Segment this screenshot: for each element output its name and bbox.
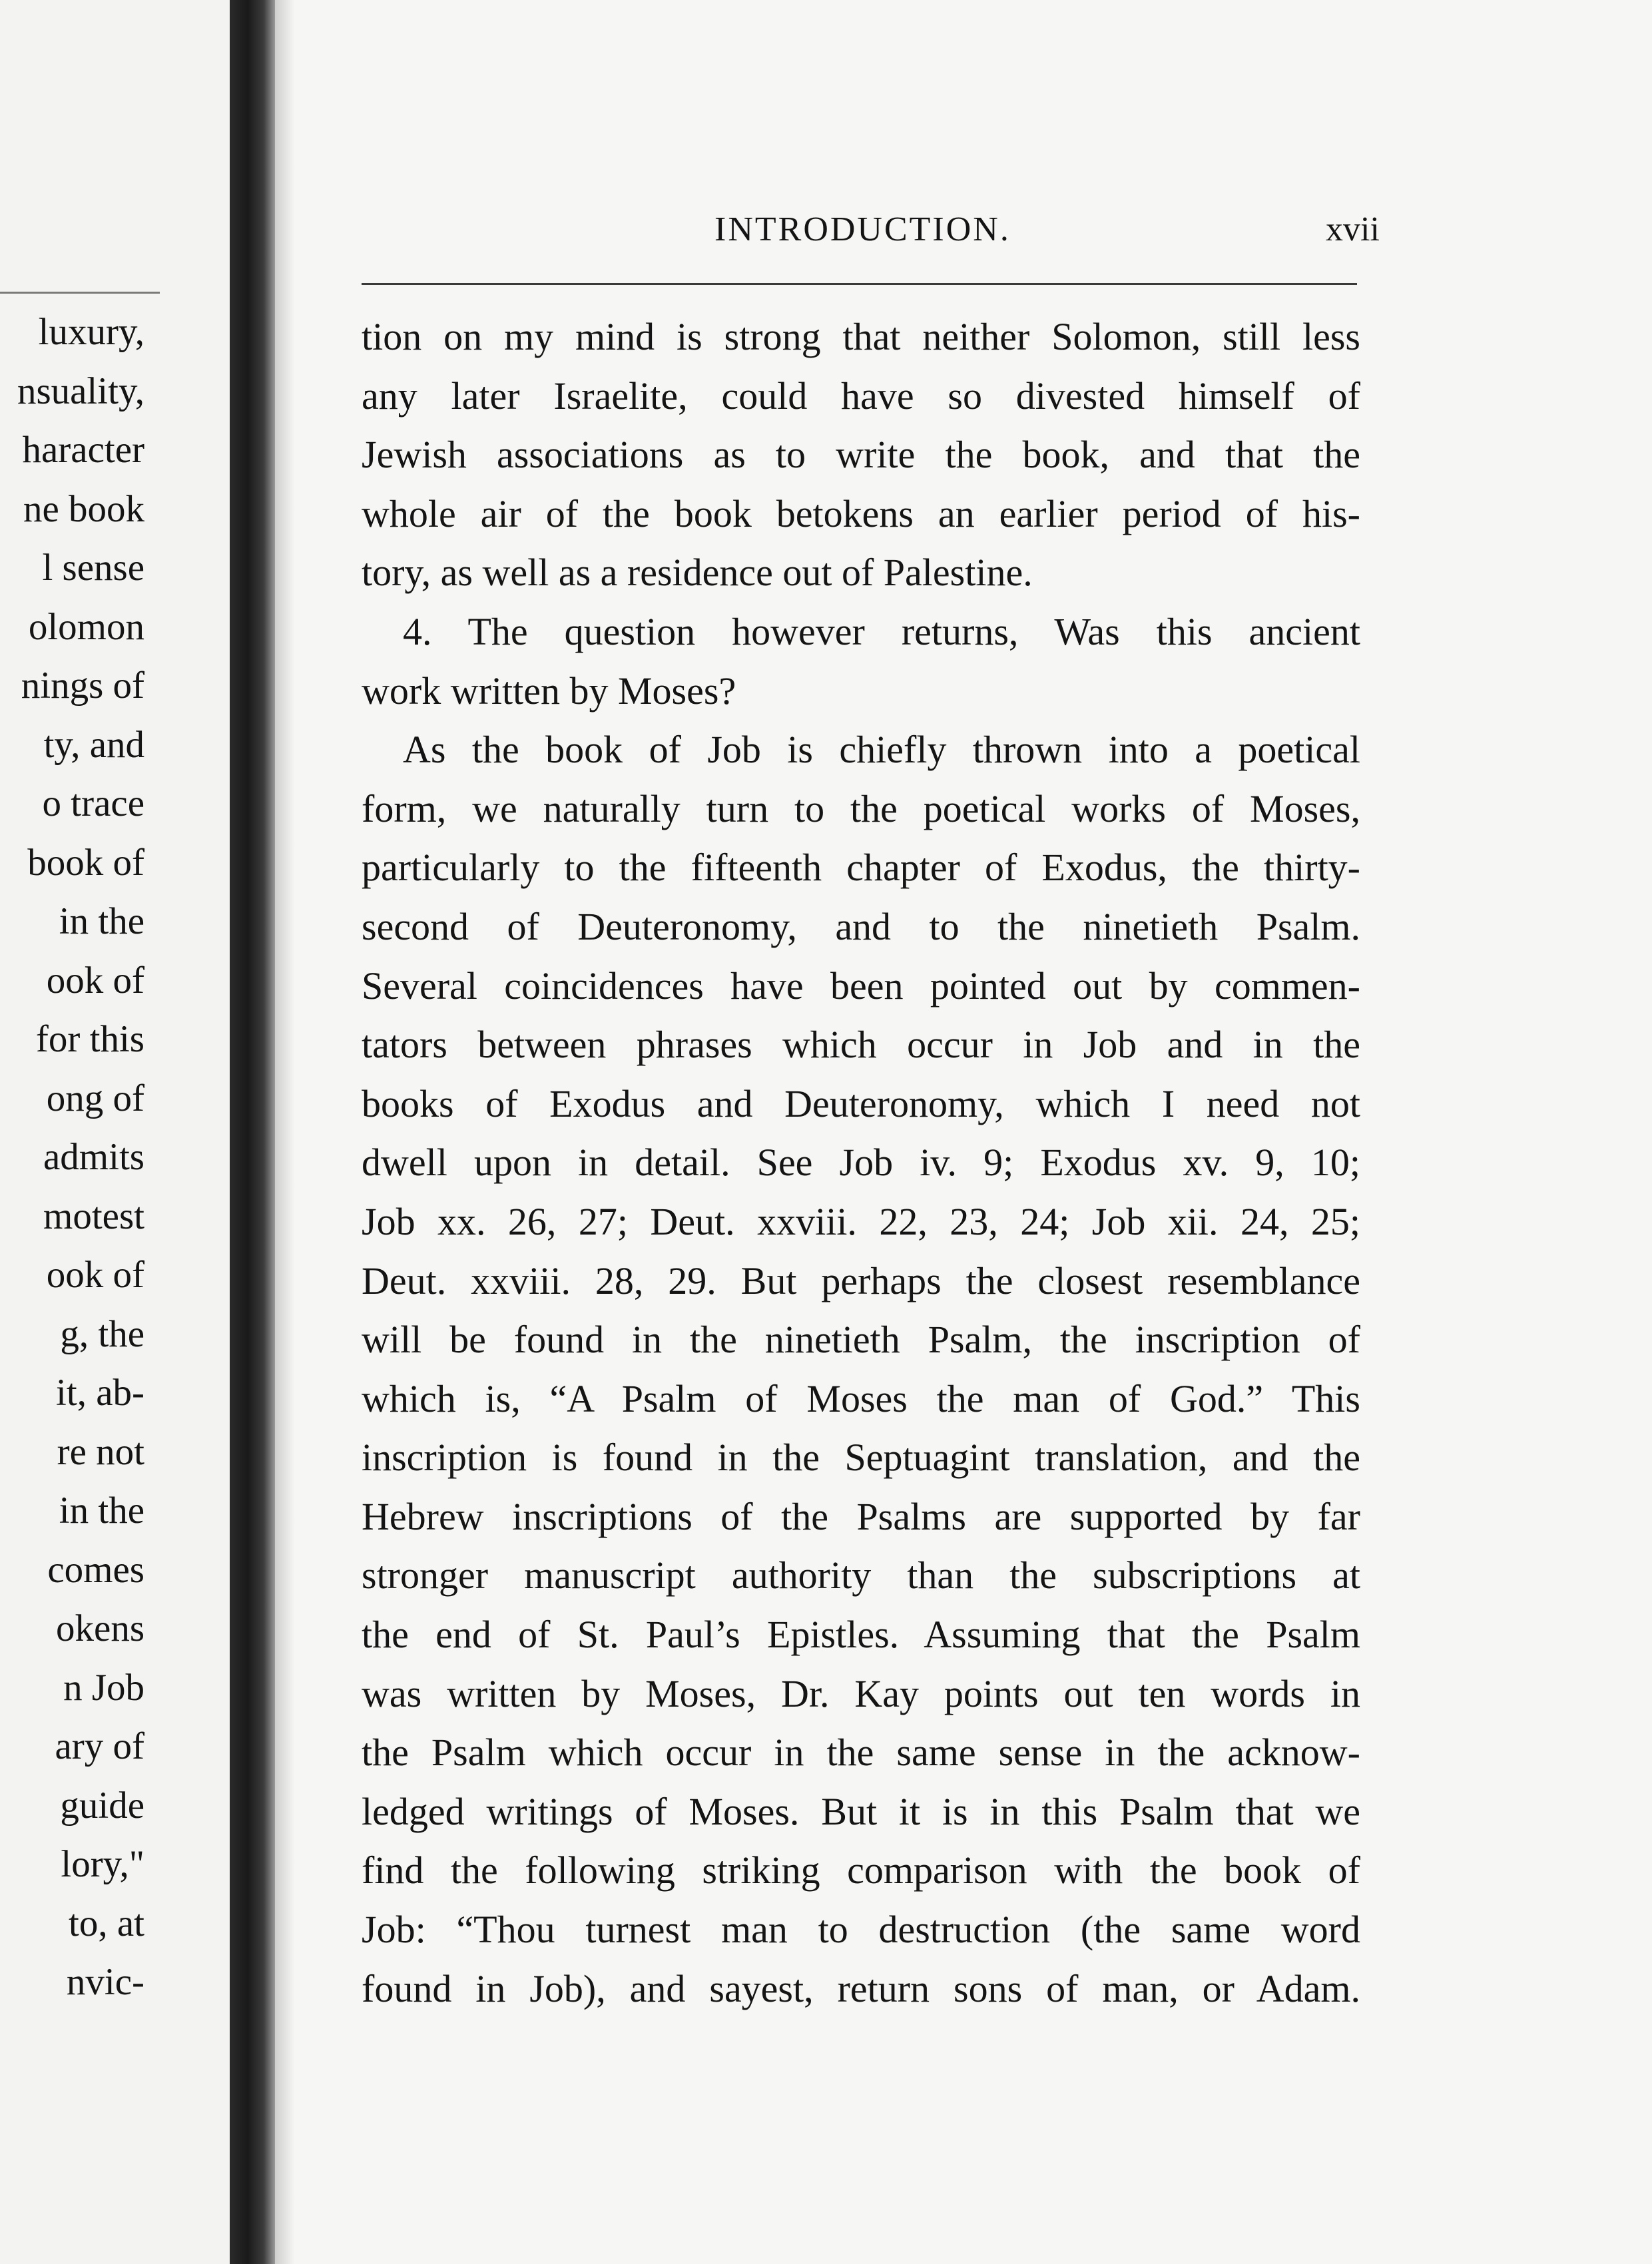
text-line: work written by Moses? [362,669,736,712]
left-line: nvic- [66,1961,144,2003]
text-line: inscription is found in the Septuagint translation, and the [362,1436,1360,1480]
text-line: books of Exodus and Deuteronomy, which I need not [362,1081,1360,1125]
text-line: Several coincidences have been pointed out by commen- [362,964,1360,1007]
text-line: stronger manuscript authority than the subscriptions at [362,1554,1360,1597]
page-number: xvii [1326,210,1380,248]
left-line: book of [27,841,144,884]
text-line: tion on my mind is strong that neither Solomon, still less [362,315,1360,358]
left-page-fragment [0,0,230,2264]
left-line: okens [56,1607,144,1649]
running-title: INTRODUCTION. [714,210,1011,248]
text-line: whole air of the book betokens an earlier period of his- [362,491,1360,535]
left-line: ary of [55,1725,144,1767]
head-rule [362,283,1357,285]
left-line: it, ab- [56,1372,144,1414]
text-line: which is, “A Psalm of Moses the man of God.” This [362,1376,1360,1420]
text-line: the end of St. Paul’s Epistles. Assuming that the Psalm [362,1613,1360,1657]
left-line: lory," [61,1843,144,1885]
left-line: guide [60,1784,144,1827]
left-line: in the [59,1490,144,1532]
text-line: was written by Moses, Dr. Kay points out ten words in [362,1671,1360,1715]
left-line: in the [59,900,144,942]
left-line: haracter [22,429,144,471]
text-line: particularly to the fifteenth chapter of Exodus, the thirty- [362,846,1360,890]
left-line: luxury, [38,311,144,353]
running-head [295,210,1394,263]
left-line: olomon [28,605,144,648]
text-line: form, we naturally turn to the poetical works of Moses, [362,786,1360,830]
text-line: tory, as well as a residence out of Palestine. [362,551,1033,595]
text-line: dwell upon in detail. See Job iv. 9; Exodus xv. 9, 10; [362,1141,1360,1185]
text-line: found in Job), and sayest, return sons of man, or Adam. [362,1966,1360,2010]
book-gutter-shadow [230,0,275,2264]
left-line: comes [47,1548,144,1591]
text-line: ledged writings of Moses. But it is in this Psalm that we [362,1789,1360,1833]
text-line: Job: “Thou turnest man to destruction (the same word [362,1908,1360,1952]
left-line: ook of [46,1254,144,1296]
right-page [295,0,1652,2264]
left-line: ne book [23,487,144,530]
text-line: second of Deuteronomy, and to the ninetieth Psalm. [362,904,1360,948]
text-line: Deut. xxviii. 28, 29. But perhaps the closest resemblance [362,1259,1360,1302]
left-line: nings of [21,665,144,707]
left-line: to, at [69,1902,144,1944]
text-line: Job xx. 26, 27; Deut. xxviii. 22, 23, 24; Job xii. 24, 25; [362,1199,1360,1243]
text-line: As the book of Job is chiefly thrown into a poetical [403,728,1360,772]
text-line: the Psalm which occur in the same sense in the acknow- [362,1731,1360,1775]
left-page-text [17,303,144,2012]
text-line: find the following striking comparison with the book of [362,1848,1360,1892]
gutter-fade [275,0,295,2264]
left-line: g, the [60,1312,144,1355]
left-line: l sense [42,547,144,589]
left-line: nsuality, [17,370,144,412]
text-line: will be found in the ninetieth Psalm, the inscription of [362,1318,1360,1362]
left-line: for this [35,1018,144,1060]
left-line: motest [43,1195,144,1237]
text-line: any later Israelite, could have so divested himself of [362,374,1360,418]
text-line: 4. The question however returns, Was this ancient [403,609,1360,653]
left-line: ook of [46,959,144,1001]
text-line: Jewish associations as to write the book, and that the [362,433,1360,477]
left-page-head-rule [0,292,160,294]
body-text [362,308,1360,2018]
left-line: admits [43,1136,144,1178]
text-line: tators between phrases which occur in Job and in the [362,1023,1360,1067]
left-line: ong of [46,1077,144,1119]
left-line: o trace [42,782,144,824]
text-line: Hebrew inscriptions of the Psalms are supported by far [362,1494,1360,1538]
left-line: re not [57,1430,144,1473]
left-line: ty, and [43,723,144,766]
left-line: n Job [63,1666,144,1709]
